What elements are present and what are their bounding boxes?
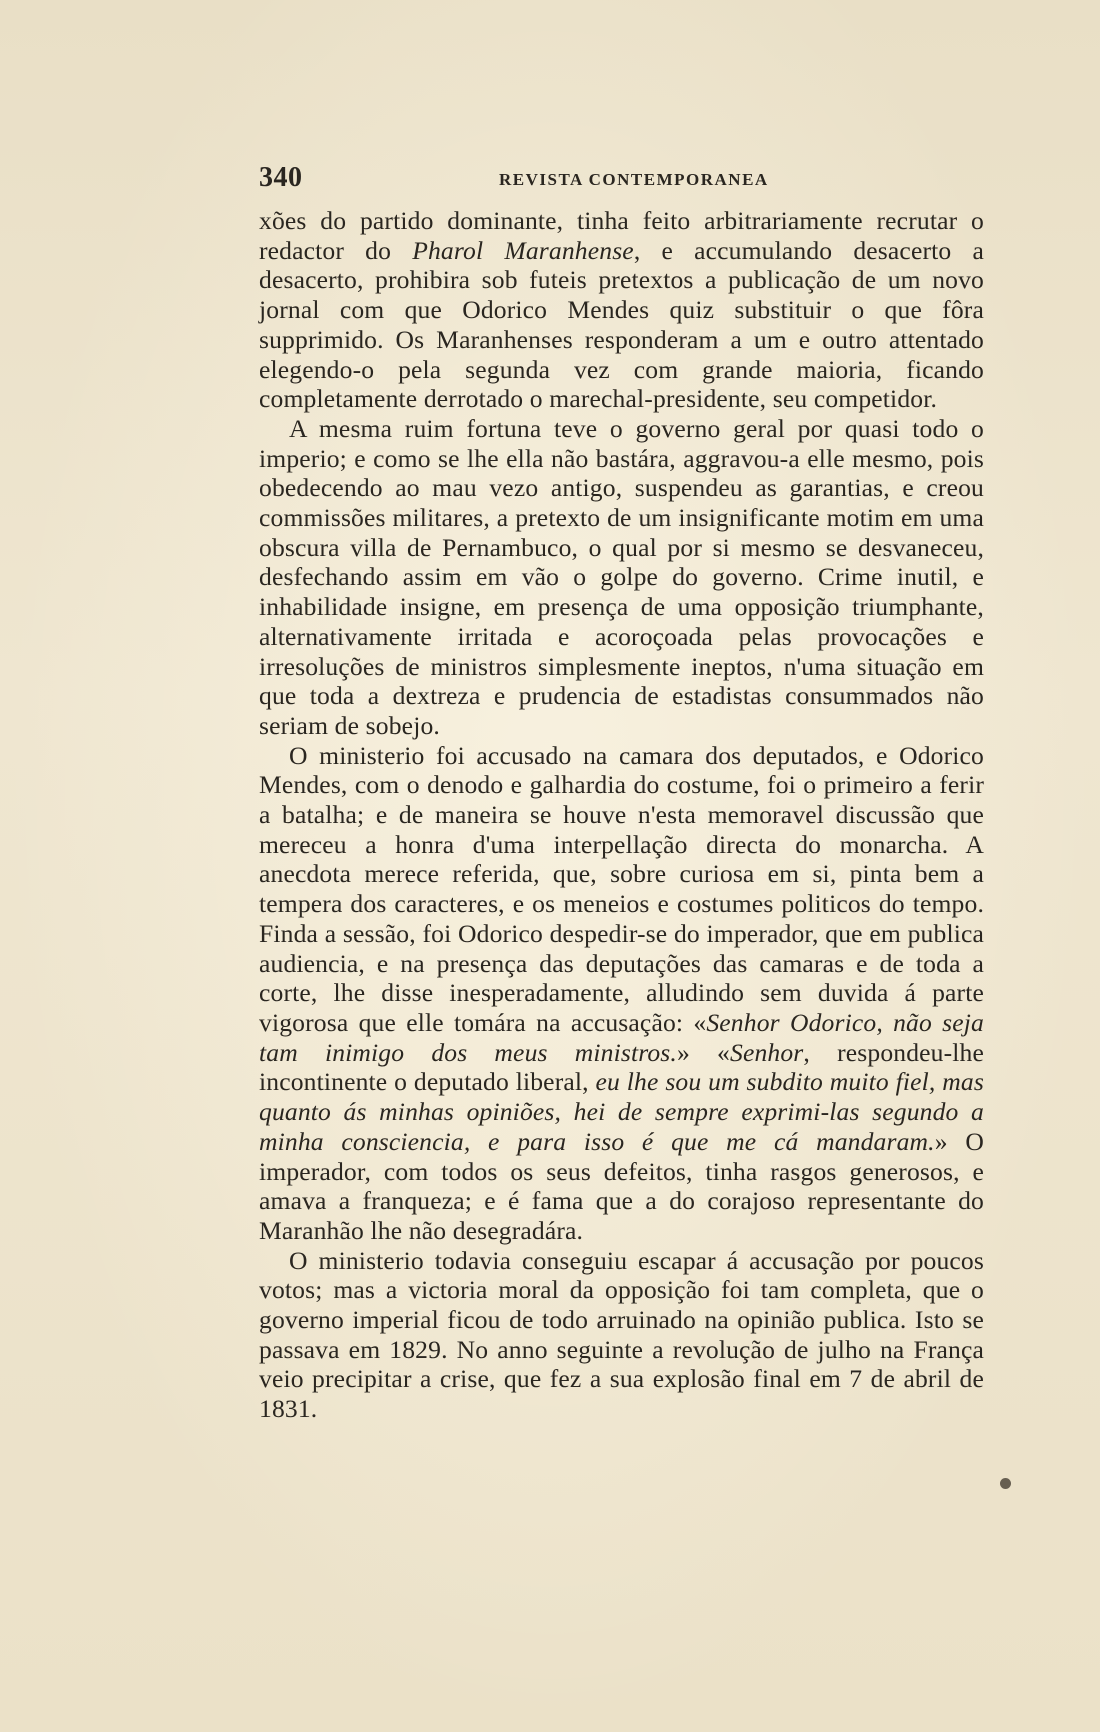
ink-spot — [1000, 1478, 1011, 1489]
paragraph-3-text-d: » O imperador, com todos os seus defeitos, tinha rasgos generosos, e amava a franqueza; e é fama que a do corajoso representante do Maranhão lhe não desegradára. — [259, 1126, 984, 1245]
running-head: REVISTA CONTEMPORANEA — [499, 170, 769, 189]
page-header — [259, 162, 984, 198]
reply-salutation: Senhor — [730, 1037, 804, 1067]
paragraph-2: A mesma ruim fortuna teve o governo geral por quasi todo o imperio; e como se lhe ella não bastára, aggravou-a elle mesmo, pois obedecendo ao mau vezo antigo, suspendeu as garantias, e creou commissões militares, a pretexto de um insignificante motim em uma obscura villa de Pernambuco, o qual por si mesmo se desvaneceu, desfechando assim em vão o golpe do governo. Crime inutil, e inhabilidade insigne, em presença de uma opposição triumphante, alternativamente irritada e acoroçoada pelas provocações e irresoluções de ministros simplesmente ineptos, n'uma situação em que toda a dextreza e prudencia de estadistas consummados não seriam de sobejo. — [259, 413, 984, 740]
body-text — [259, 206, 984, 1424]
paragraph-3 — [259, 741, 984, 1246]
page-number: 340 — [259, 162, 303, 193]
paragraph-1-text-b: , e accumulando desacerto a desacerto, prohibira sob futeis pretextos a publicação de um novo jornal com que Odorico Mendes quiz substituir o que fôra supprimido. Os Maranhenses responderam a um e outro attentado elegendo-o pela segunda vez com grande maioria, ficando completamente derrotado o marechal-presidente, seu competidor. — [259, 235, 984, 414]
paragraph-3-text-a: O ministerio foi accusado na camara dos deputados, e Odorico Mendes, com o denodo e galhardia do costume, foi o primeiro a ferir a batalha; e de maneira se houve n'esta memoravel discussão que mereceu a honra d'uma interpellação directa do monarcha. A anecdota merece referida, que, sobre curiosa em si, pinta bem a tempera dos caracteres, e os meneios e costumes politicos do tempo. Finda a sessão, foi Odorico despedir-se do imperador, que em publica audiencia, e na presença das deputações das camaras e de toda a corte, lhe disse inesperadamente, alludindo sem duvida á parte vigorosa que elle tomára na accusação: « — [259, 740, 984, 1037]
newspaper-title: Pharol Maranhense — [412, 235, 634, 265]
paragraph-1 — [259, 206, 984, 414]
paragraph-1-text-a: xões do partido dominante, tinha feito arbitrariamente recrutar o redactor do — [259, 206, 984, 265]
paragraph-3-text-c: , respondeu-lhe incontinente o deputado liberal, — [259, 1037, 985, 1097]
odorico-reply-quote: eu lhe sou um subdito muito fiel, mas quanto ás minhas opiniões, hei de sempre exprimi-las segundo a minha consciencia, e para isso é que me cá mandaram. — [259, 1067, 984, 1156]
paragraph-4: O ministerio todavia conseguiu escapar á accusação por poucos votos; mas a victoria moral da opposição foi tam completa, que o governo imperial ficou de todo arruinado na opinião publica. Isto se passava em 1829. No anno seguinte a revolução de julho na França veio precipitar a crise, que fez a sua explosão final em 7 de abril de 1831. — [259, 1245, 984, 1424]
paragraph-3-text-b: » « — [676, 1037, 730, 1067]
emperor-quote: Senhor Odorico, não seja tam inimigo dos meus ministros. — [259, 1007, 985, 1067]
